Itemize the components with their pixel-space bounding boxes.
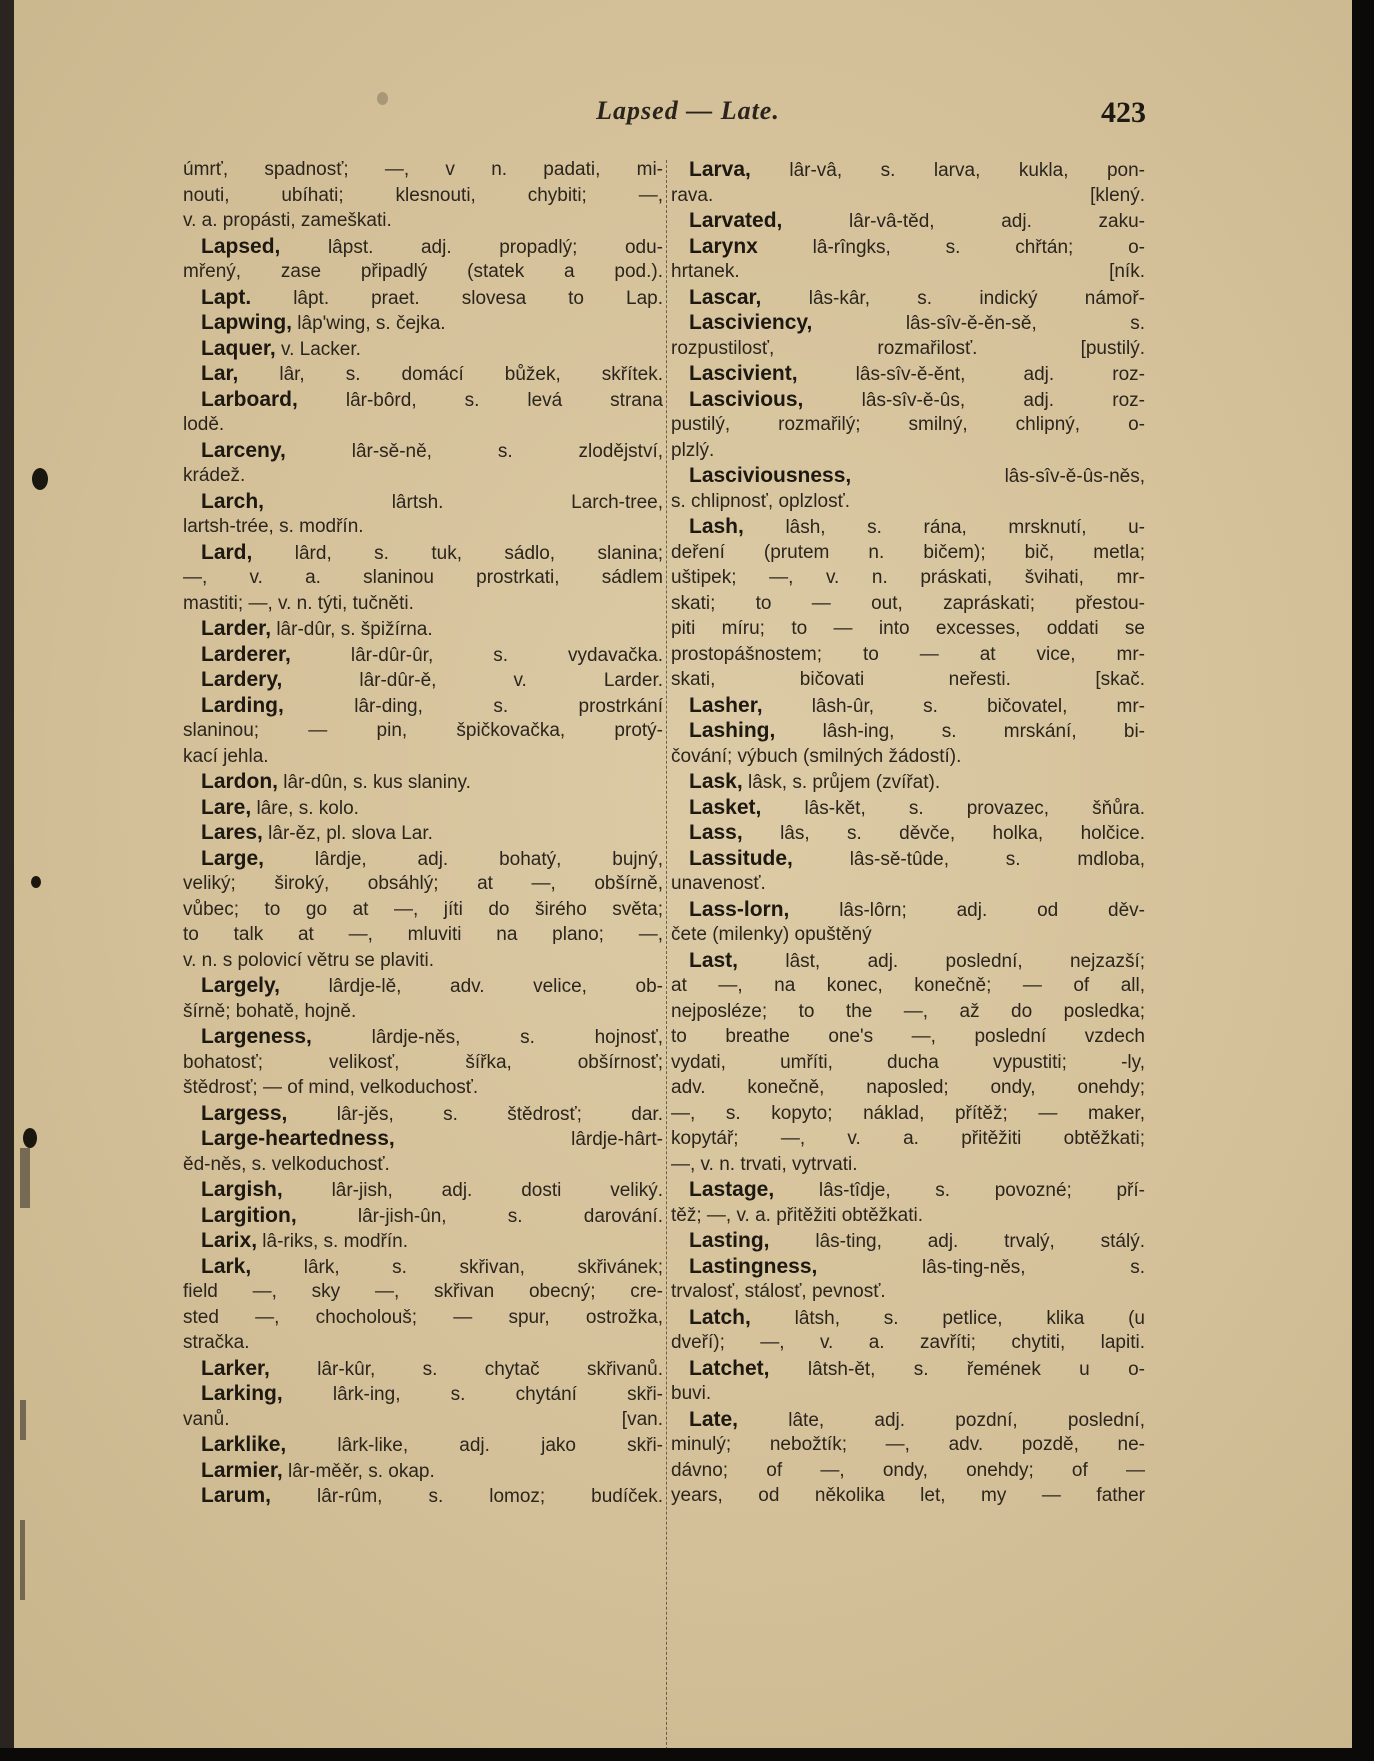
headword: Lastingness, [689, 1254, 818, 1278]
headword: Largish, [201, 1178, 283, 1201]
entry-line [183, 1024, 663, 1050]
entry-continuation [183, 948, 663, 974]
headword: Lascivious, [689, 387, 804, 411]
headword: Lark, [201, 1254, 252, 1278]
entry-text: buvi. [671, 1383, 712, 1404]
entry-line [671, 463, 1145, 489]
entry-line [671, 1356, 1145, 1382]
left-column [183, 157, 663, 1509]
entry-continuation [671, 438, 1145, 464]
entry-text: lâre, s. kolo. [251, 797, 359, 819]
headword: Lashing, [689, 719, 776, 742]
entry-line [671, 820, 1145, 846]
entry-text: lârd, s. tuk, sádlo, slanina; [252, 542, 663, 564]
entry-line [183, 693, 663, 719]
headword: Lasciviency, [689, 311, 813, 334]
entry-continuation [671, 1432, 1145, 1458]
headword: Larum, [201, 1484, 272, 1507]
headword: Laquer, [201, 336, 276, 360]
entry-continuation [183, 463, 663, 489]
entry-continuation [671, 412, 1145, 438]
entry-continuation [671, 1152, 1145, 1178]
entry-text: kací jehla. [183, 745, 269, 767]
margin-stain [20, 1520, 25, 1600]
margin-stain [20, 1148, 30, 1208]
entry-line [183, 489, 663, 515]
entry-text: vůbec; to go at —, jíti do širého světa; [183, 898, 663, 920]
entry-text: lâsk, s. průjem (zvířat). [742, 772, 941, 793]
entry-text: minulý; nebožtík; —, adv. pozdě, ne- [671, 1434, 1145, 1455]
entry-continuation [183, 591, 663, 617]
page-number: 423 [1101, 96, 1146, 129]
entry-line [671, 1177, 1145, 1203]
entry-line [183, 642, 663, 668]
page-edge [0, 0, 14, 1748]
entry-text: adv. konečně, naposled; ondy, onehdy; [671, 1077, 1145, 1098]
entry-continuation [671, 744, 1145, 770]
entry-text: —, s. kopyto; náklad, přítěž; — maker, [671, 1102, 1145, 1124]
entry-text: kopytář; —, v. a. přitěžiti obtěžkati; [671, 1128, 1145, 1149]
entry-text: nejposléze; to the —, až do posledka; [671, 1000, 1145, 1022]
headword: Lasciviousness, [689, 464, 852, 487]
entry-line [183, 769, 663, 795]
entry-continuation [671, 183, 1145, 209]
entry-text: šírně; bohatě, hojně. [183, 1000, 357, 1022]
entry-line [671, 846, 1145, 872]
entry-text: lâs-kâr, s. indický námoř- [761, 287, 1145, 309]
entry-line [183, 616, 663, 642]
entry-line [183, 846, 663, 872]
entry-text: čování; výbuch (smilných žádostí). [671, 745, 962, 767]
entry-continuation [183, 1330, 663, 1356]
entry-text: čete (milenky) opuštěný [671, 924, 872, 945]
entry-text: field —, sky —, skřivan obecný; cre- [183, 1281, 663, 1302]
headword: Largess, [201, 1101, 288, 1125]
entry-text: veliký; široký, obsáhlý; at —, obšírně, [183, 873, 663, 894]
headword: Lard, [201, 540, 253, 564]
headword: Late, [689, 1407, 739, 1431]
entry-continuation [671, 336, 1145, 362]
entry-continuation [183, 157, 663, 183]
headword: Lar, [201, 362, 239, 385]
page-header [0, 96, 1352, 136]
headword: Larboard, [201, 387, 298, 411]
entry-line [671, 514, 1145, 540]
entry-text: lâs-kět, s. provazec, šňůra. [761, 797, 1145, 819]
entry-text: lâr-bôrd, s. levá strana [297, 389, 663, 411]
entry-text: to breathe one's —, poslední vzdech [671, 1026, 1145, 1047]
entry-text: lâs-ting, adj. trvalý, stálý. [769, 1231, 1145, 1252]
entry-line [671, 157, 1145, 183]
headword: Largely, [201, 974, 280, 997]
entry-text: ěd-něs, s. velkoduchosť. [183, 1153, 390, 1175]
entry-line [183, 667, 663, 693]
entry-line [183, 540, 663, 566]
entry-text: lâr-jish-ûn, s. darování. [296, 1205, 663, 1227]
entry-text: štědrosť; — of mind, velkoduchosť. [183, 1077, 479, 1098]
entry-text: prostopášnostem; to — at vice, mr- [671, 643, 1145, 665]
entry-line [183, 361, 663, 387]
entry-continuation [183, 1152, 663, 1178]
headword: Latchet, [689, 1356, 770, 1380]
entry-line [671, 718, 1145, 744]
column-divider [666, 160, 668, 1748]
entry-line [183, 820, 663, 846]
entry-line [671, 285, 1145, 311]
entry-continuation [183, 1075, 663, 1101]
entry-line [183, 234, 663, 260]
entry-text: —, v. a. slaninou prostrkati, sádlem [183, 567, 663, 588]
headword: Larker, [201, 1356, 270, 1380]
headword: Large-heartedness, [201, 1127, 395, 1150]
entry-text: lâr-dûr-ûr, s. vydavačka. [290, 644, 663, 666]
headword: Larklike, [201, 1433, 287, 1456]
entry-text: lâr-vâ-těd, adj. zaku- [782, 211, 1145, 232]
headword: Lasket, [689, 795, 762, 819]
printer-mark [377, 92, 388, 105]
entry-line [183, 387, 663, 413]
entry-line [671, 795, 1145, 821]
entry-continuation [671, 922, 1145, 948]
headword: Larynx [689, 234, 758, 258]
headword: Lardery, [201, 668, 283, 691]
entry-continuation [183, 1305, 663, 1331]
headword: Lapwing, [201, 311, 292, 334]
margin-mark [31, 876, 41, 888]
entry-line [183, 1458, 663, 1484]
headword: Larder, [201, 617, 272, 640]
entry-line [671, 897, 1145, 923]
entry-continuation [183, 514, 663, 540]
entry-text: lâr-rûm, s. lomoz; budíček. [271, 1486, 663, 1507]
entry-text: —, v. n. trvati, vytrvati. [671, 1153, 858, 1175]
entry-text: těž; —, v. a. přitěžiti obtěžkati. [671, 1204, 924, 1226]
entry-text: stračka. [183, 1332, 250, 1353]
entry-text: v. a. propásti, zameškati. [183, 210, 392, 231]
entry-text: lâs-sîv-ě-ûs, adj. roz- [803, 389, 1145, 411]
headword: Larva, [689, 158, 751, 181]
entry-text: v. n. s polovicí větru se plaviti. [183, 949, 434, 971]
entry-text: lâr-ding, s. prostrkání [283, 695, 663, 717]
entry-text: lodě. [183, 414, 225, 435]
margin-mark [23, 1128, 37, 1148]
entry-line [183, 285, 663, 311]
headword: Larding, [201, 693, 284, 717]
entry-continuation [183, 1407, 663, 1433]
entry-text: trvalosť, stálosť, pevnosť. [671, 1281, 886, 1302]
entry-continuation [183, 897, 663, 923]
entry-text: dveří); —, v. a. zavříti; chytiti, lapiti. [671, 1332, 1145, 1353]
headword: Larvated, [689, 209, 783, 232]
entry-text: lâst, adj. poslední, nejzazší; [738, 950, 1145, 972]
entry-text: lâr-dûr, s. špižírna. [271, 619, 433, 640]
headword: Larmier, [201, 1458, 283, 1482]
entry-text: sted —, chocholouš; — spur, ostrožka, [183, 1306, 663, 1328]
entry-continuation [671, 999, 1145, 1025]
entry-text: lârk, s. skřivan, skřivánek; [251, 1256, 663, 1278]
entry-continuation [183, 744, 663, 770]
entry-continuation [183, 208, 663, 234]
entry-text: rozpustilosť, rozmařilosť. [pustilý. [671, 337, 1145, 359]
entry-line [183, 1203, 663, 1229]
entry-continuation [671, 642, 1145, 668]
entry-text: lâr-ěz, pl. slova Lar. [262, 823, 433, 844]
entry-text: uštipek; —, v. n. práskati, švihati, mr- [671, 567, 1145, 588]
entry-text: at —, na konec, konečně; — of all, [671, 975, 1145, 996]
entry-continuation [671, 1279, 1145, 1305]
entry-text: bohatosť; velikosť, šířka, obšírnosť; [183, 1051, 663, 1073]
entry-continuation [671, 1483, 1145, 1509]
entry-line [671, 769, 1145, 795]
entry-text: lârdje-hârt- [394, 1129, 663, 1150]
entry-text: lârk-ing, s. chytání skři- [282, 1384, 663, 1405]
entry-text: unavenosť. [671, 873, 766, 894]
entry-line [671, 387, 1145, 413]
entry-continuation [671, 1458, 1145, 1484]
entry-line [671, 234, 1145, 260]
headword: Lassitude, [689, 846, 793, 870]
entry-text: mřený, zase připadlý (statek a pod.). [183, 261, 663, 282]
entry-text: vanů. [van. [183, 1408, 663, 1430]
entry-continuation [183, 1050, 663, 1076]
entry-continuation [671, 1203, 1145, 1229]
entry-text: mastiti; —, v. n. týti, tučněti. [183, 592, 414, 614]
entry-text: lâsh, s. rána, mrsknutí, u- [743, 517, 1145, 538]
headword: Latch, [689, 1305, 751, 1329]
entry-continuation [671, 1330, 1145, 1356]
entry-text: to talk at —, mluviti na plano; —, [183, 924, 663, 945]
entry-text: v. Lacker. [275, 338, 361, 360]
entry-text: skati, bičovati neřesti. [skač. [671, 669, 1145, 690]
margin-mark [32, 468, 48, 490]
margin-stain [20, 1400, 26, 1440]
headword: Lastage, [689, 1178, 775, 1201]
headword: Larch, [201, 489, 265, 513]
entry-continuation [671, 1381, 1145, 1407]
entry-line [671, 361, 1145, 387]
entry-text: piti míru; to — into excesses, oddati se [671, 618, 1145, 639]
headword: Last, [689, 948, 739, 972]
entry-text: lâs-sîv-ě-ûs-něs, [851, 466, 1145, 487]
entry-continuation [671, 871, 1145, 897]
entry-text: years, od několika let, my — father [671, 1485, 1145, 1506]
entry-text: lâp'wing, s. čejka. [292, 313, 446, 334]
entry-text: lâr-jish, adj. dosti veliký. [282, 1180, 663, 1201]
entry-line [183, 1101, 663, 1127]
entry-text: lâs-sě-tûde, s. mdloba, [792, 848, 1145, 870]
entry-continuation [671, 1050, 1145, 1076]
entry-text: lâsh-ûr, s. bičovatel, mr- [762, 695, 1145, 717]
entry-text: lâr-jěs, s. štědrosť; dar. [287, 1103, 663, 1125]
entry-line [183, 795, 663, 821]
entry-text: skati; to — out, zapráskati; přestou- [671, 592, 1145, 614]
entry-line [183, 1177, 663, 1203]
entry-continuation [671, 489, 1145, 515]
headword: Lapt. [201, 285, 252, 309]
entry-text: nouti, ubíhati; klesnouti, chybiti; —, [183, 184, 663, 206]
entry-text: lâs-sîv-ě-ěn-sě, s. [812, 313, 1145, 334]
entry-continuation [671, 616, 1145, 642]
entry-continuation [183, 259, 663, 285]
entry-text: rava. [klený. [671, 184, 1145, 206]
running-title: Lapsed — Late. [596, 96, 780, 125]
entry-text: lâs-lôrn; adj. od děv- [789, 899, 1145, 921]
entry-line [183, 973, 663, 999]
headword: Lasting, [689, 1229, 770, 1252]
entry-continuation [183, 871, 663, 897]
entry-line [671, 948, 1145, 974]
headword: Lash, [689, 515, 744, 538]
entry-continuation [671, 973, 1145, 999]
entry-line [183, 1228, 663, 1254]
entry-text: slaninou; — pin, špičkovačka, protý- [183, 720, 663, 741]
entry-text: deření (prutem n. bičem); bič, metla; [671, 541, 1145, 563]
entry-line [671, 1305, 1145, 1331]
entry-text: lâs-ting-něs, s. [817, 1256, 1145, 1278]
headword: Large, [201, 846, 265, 870]
entry-continuation [183, 565, 663, 591]
entry-text: lâr-dûr-ě, v. Larder. [282, 670, 663, 691]
entry-text: plzlý. [671, 439, 715, 461]
entry-text: lârdje, adj. bohatý, bujný, [264, 848, 663, 870]
entry-text: pustilý, rozmařilý; smilný, chlipný, o- [671, 414, 1145, 435]
entry-text: lâ-riks, s. modřín. [257, 1231, 409, 1252]
right-column [671, 157, 1145, 1509]
entry-text: lâr-vâ, s. larva, kukla, pon- [750, 160, 1145, 181]
entry-text: lâs-sîv-ě-ěnt, adj. roz- [797, 364, 1145, 385]
entry-continuation [671, 591, 1145, 617]
entry-continuation [671, 565, 1145, 591]
entry-line [671, 208, 1145, 234]
headword: Lascivient, [689, 362, 798, 385]
headword: Lascar, [689, 285, 762, 309]
entry-text: lâpst. adj. propadlý; odu- [280, 236, 663, 258]
entry-continuation [671, 1101, 1145, 1127]
entry-text: lâs-tîdje, s. povozné; pří- [774, 1180, 1145, 1201]
entry-text: lâr-kûr, s. chytač skřivanů. [269, 1358, 663, 1380]
entry-continuation [183, 922, 663, 948]
entry-line [671, 693, 1145, 719]
entry-continuation [183, 718, 663, 744]
entry-text: lâr-sě-ně, s. zlodějství, [285, 440, 663, 462]
entry-line [183, 1483, 663, 1509]
entry-text: s. chlipnosť, oplzlosť. [671, 490, 850, 512]
entry-text: lâtsh, s. petlice, klika (u [750, 1307, 1145, 1329]
entry-line [183, 336, 663, 362]
entry-text: lâpt. praet. slovesa to Lap. [251, 287, 663, 309]
entry-continuation [671, 1126, 1145, 1152]
entry-line [183, 1381, 663, 1407]
entry-line [183, 1126, 663, 1152]
entry-text: lâs, s. děvče, holka, holčice. [742, 823, 1145, 844]
entry-line [671, 1228, 1145, 1254]
entry-text: lârdje-lě, adv. velice, ob- [279, 976, 663, 997]
headword: Lass, [689, 821, 743, 844]
entry-line [183, 1254, 663, 1280]
headword: Lapsed, [201, 234, 281, 258]
headword: Larderer, [201, 642, 291, 666]
entry-text: dávno; of —, ondy, onehdy; of — [671, 1459, 1145, 1481]
entry-text: lârk-like, adj. jako skři- [286, 1435, 663, 1456]
entry-line [183, 1356, 663, 1382]
entry-continuation [183, 183, 663, 209]
entry-line [183, 1432, 663, 1458]
headword: Larceny, [201, 438, 286, 462]
entry-line [671, 310, 1145, 336]
entry-line [183, 438, 663, 464]
headword: Larix, [201, 1229, 258, 1252]
entry-text: lâsh-ing, s. mrskání, bi- [775, 721, 1145, 742]
headword: Lasher, [689, 693, 763, 717]
entry-line [671, 1254, 1145, 1280]
entry-text: lâr-dûn, s. kus slaniny. [278, 772, 471, 793]
entry-continuation [671, 667, 1145, 693]
entry-line [183, 310, 663, 336]
entry-text: lâte, adj. pozdní, poslední, [738, 1409, 1145, 1431]
headword: Lask, [689, 770, 743, 793]
entry-continuation [183, 1279, 663, 1305]
entry-text: lâtsh-ět, s. řemének u o- [769, 1358, 1145, 1380]
entry-text: krádež. [183, 465, 246, 486]
entry-continuation [671, 1024, 1145, 1050]
entry-text: hrtanek. [ník. [671, 261, 1145, 282]
headword: Larking, [201, 1382, 283, 1405]
entry-text: úmrť, spadnosť; —, v n. padati, mi- [183, 159, 663, 180]
headword: Lardon, [201, 770, 278, 793]
headword: Lares, [201, 821, 263, 844]
headword: Lass-lorn, [689, 897, 790, 921]
entry-text: vydati, umříti, ducha vypustiti; -ly, [671, 1051, 1145, 1073]
entry-text: lâr, s. domácí bůžek, skřítek. [238, 364, 663, 385]
entry-continuation [183, 412, 663, 438]
headword: Lare, [201, 795, 252, 819]
entry-text: lârdje-něs, s. hojnosť, [311, 1027, 663, 1048]
entry-text: lâr-měěr, s. okap. [282, 1460, 435, 1482]
entry-line [671, 1407, 1145, 1433]
entry-text: lartsh-trée, s. modřín. [183, 516, 364, 537]
entry-continuation [671, 540, 1145, 566]
entry-text: lâ-rîngks, s. chřtán; o- [757, 236, 1145, 258]
entry-continuation [183, 999, 663, 1025]
entry-continuation [671, 1075, 1145, 1101]
headword: Largition, [201, 1203, 297, 1227]
entry-text: lârtsh. Larch-tree, [264, 491, 663, 513]
headword: Largeness, [201, 1025, 312, 1048]
entry-continuation [671, 259, 1145, 285]
